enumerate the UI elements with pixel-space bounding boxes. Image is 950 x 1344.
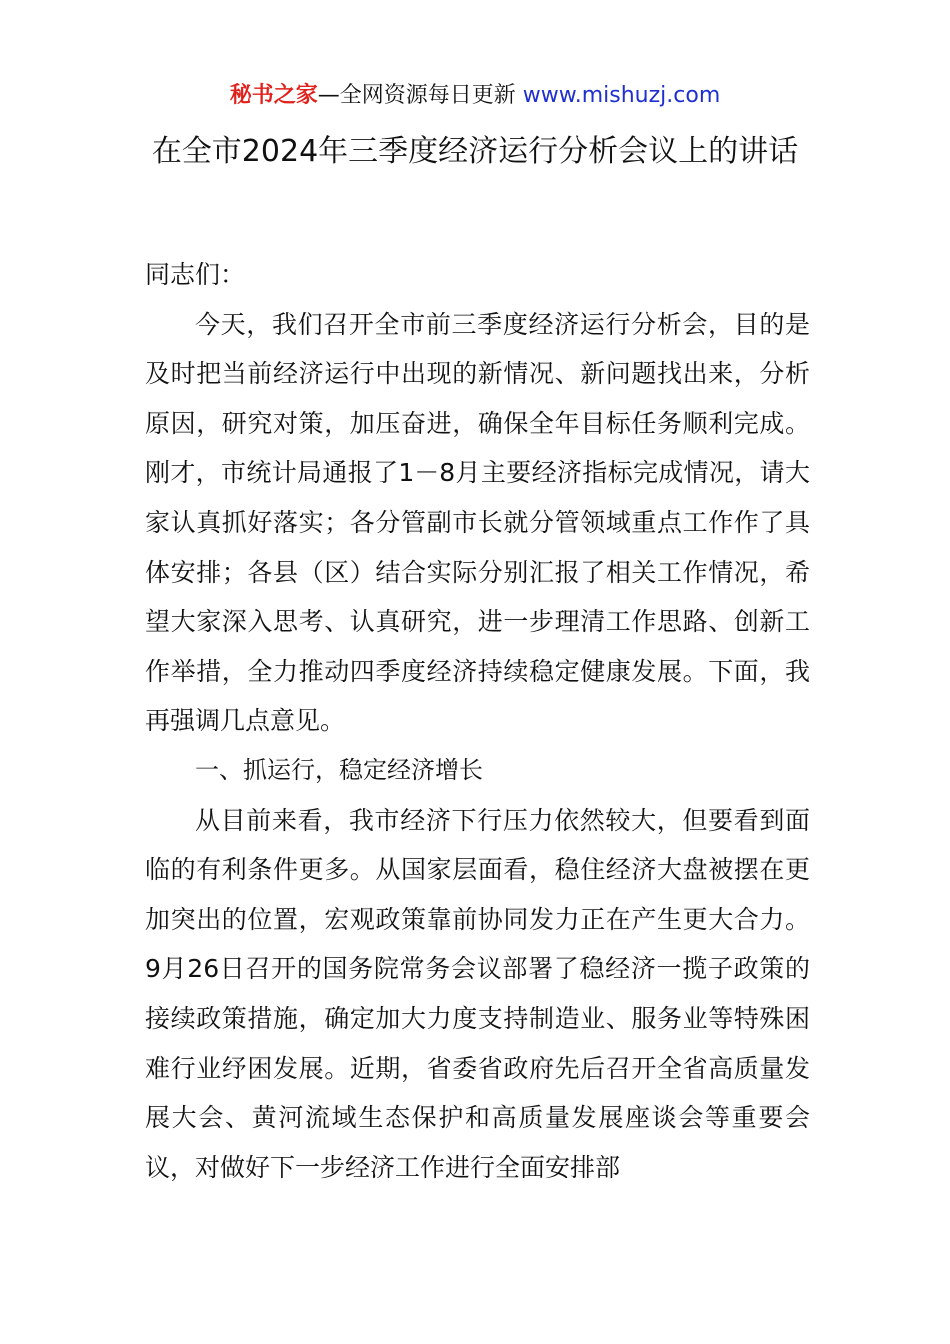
document-body (145, 250, 810, 1192)
document-title: 在全市2024年三季度经济运行分析会议上的讲话 (151, 134, 799, 169)
paragraph-intro: 今天，我们召开全市前三季度经济运行分析会，目的是及时把当前经济运行中出现的新情况、新问题找出来，分析原因，研究对策，加压奋进，确保全年目标任务顺利完成。刚才，市统计局通报了1－8月主要经济指标完成情况，请大家认真抓好落实；各分管副市长就分管领域重点工作作了具体安排；各县（区）结合实际分别汇报了相关工作情况，希望大家深入思考、认真研究，进一步理清工作思路、创新工作举措，全力推动四季度经济持续稳定健康发展。下面，我再强调几点意见。 (145, 309, 810, 736)
header-tagline: —全网资源每日更新 (317, 83, 523, 108)
site-url-link[interactable]: www.mishuzj.com (522, 83, 721, 108)
paragraph-section-1: 从目前来看，我市经济下行压力依然较大，但要看到面临的有利条件更多。从国家层面看，稳住经济大盘被摆在更加突出的位置，宏观政策靠前协同发力正在产生更大合力。9月26日召开的国务院常务会议部署了稳经济一揽子政策的接续政策措施，确定加大力度支持制造业、服务业等特殊困难行业纾困发展。近期，省委省政府先后召开全省高质量发展大会、黄河流域生态保护和高质量发展座谈会等重要会议，对做好下一步经济工作进行全面安排部 (145, 805, 810, 1182)
section-heading-1: 一、抓运行，稳定经济增长 (195, 755, 483, 784)
brand-name: 秘书之家 (229, 83, 318, 108)
salutation: 同志们： (145, 260, 246, 289)
site-header (0, 80, 950, 112)
